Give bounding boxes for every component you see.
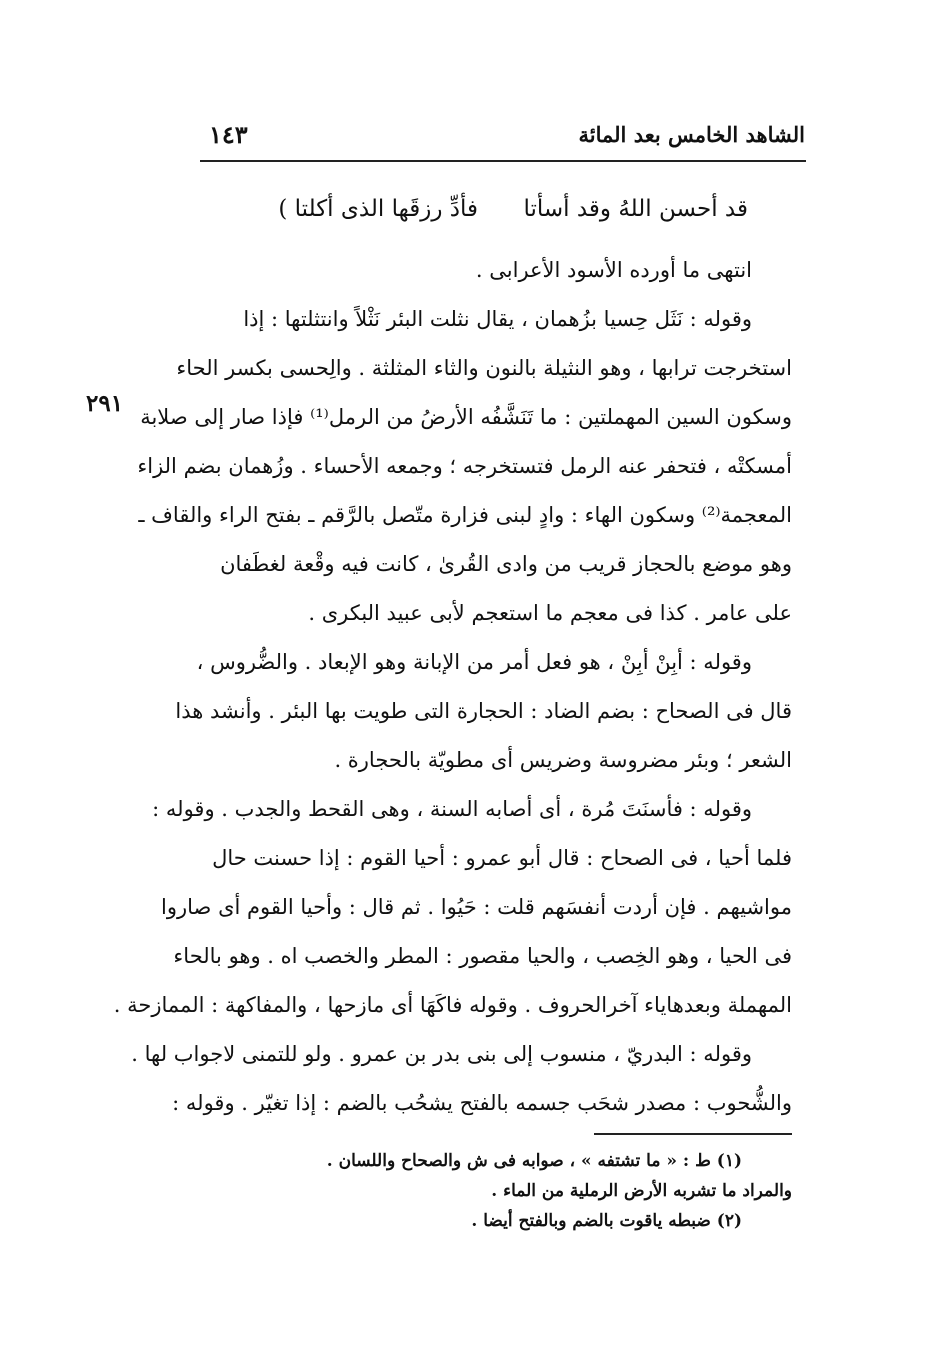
footnote-2: (٢) ضبطه ياقوت بالضم وبالفتح أيضا . <box>471 1211 742 1231</box>
text-line: قال فى الصحاح : بضم الضاد : الحجارة التى طويت بها البئر . وأنشد هذا <box>175 699 792 723</box>
text-line: المهملة وبعدهاياء آخرالحروف . وقوله فاكَهَا أى مازحها ، والمفاكهة : الممازحة . <box>113 993 792 1017</box>
running-head-title: الشاهد الخامس بعد المائة <box>578 122 805 147</box>
footnote-1: (١) ط : « ما تشتفه » ، صوابه فى ش والصحاح واللسان . <box>326 1151 742 1171</box>
text-line: مواشيهم . فإن أردت أنفسَهم قلت : حَيُوا . ثم قال : وأحيا القوم أى صاروا <box>161 895 792 919</box>
footnotes <box>190 1146 792 1236</box>
text-line: وقوله : أبِنْ أبِنْ ، هو فعل أمر من الإبانة وهو الإبعاد . والضُّروس ، <box>196 650 752 674</box>
text-line: المعجمة⁽²⁾ وسكون الهاء : وادٍ لبنى فزارة متّصل بالرَّقم ـ بفتح الراء والقاف ـ <box>138 503 792 527</box>
text-line: وهو موضع بالحجاز قريب من وادى القُرىٰ ، كانت فيه وقْعة لغطَفان <box>220 552 792 576</box>
text-line: والشُّحوب : مصدر شحَب جسمه بالفتح يشحُب بالضم : إذا تغيّر . وقوله : <box>172 1091 792 1115</box>
footnote-1-continued: والمراد ما تشربه الأرض الرملية من الماء . <box>491 1181 792 1201</box>
text-line: وقوله : فأسنَتَ مُرة ، أى أصابه السنة ، وهى القحط والجدب . وقوله : <box>152 797 752 821</box>
margin-number: ٢٩١ <box>86 390 124 417</box>
header-rule <box>200 160 806 162</box>
text-line: استخرجت ترابها ، وهو النثيلة بالنون والثاء المثلثة . والِحسى بكسر الحاء <box>176 356 792 380</box>
page-number: ١٤٣ <box>209 120 248 149</box>
text-line: فى الحيا ، وهو الخِصب ، والحيا مقصور : المطر والخصب اه . وهو بالحاء <box>173 944 792 968</box>
text-line: وسكون السين المهملتين : ما تَنَشَّفُه الأرضُ من الرمل⁽¹⁾ فإذا صار إلى صلابة <box>140 405 792 429</box>
verse-hemistich-second: فأدِّ رزقَها الذى أكلتا ) <box>278 196 478 222</box>
text-line: انتهى ما أورده الأسود الأعرابى . <box>475 258 752 282</box>
page-header <box>207 118 805 158</box>
text-line: على عامر . كذا فى معجم ما استعجم لأبى عبيد البكرى . <box>308 601 792 625</box>
text-line: وقوله : البدريّ ، منسوب إلى بنى بدر بن عمرو . ولو للتمنى لاجواب لها . <box>131 1042 752 1066</box>
footnote-rule <box>594 1133 792 1135</box>
text-line: أمسكتْه ، فتحفر عنه الرمل فتستخرجه ؛ وجمعه الأحساء . وزُهمان بضم الزاء <box>137 454 792 478</box>
main-text <box>113 246 792 1128</box>
text-line: الشعر ؛ وبئر مضروسة وضريس أى مطويّة بالحجارة . <box>334 748 792 772</box>
text-line: وقوله : نَثَل حِسيا بزُهمان ، يقال نثلت البئر نَثْلاً وانتثلتها : إذا <box>243 307 752 331</box>
text-line: فلما أحيا ، فى الصحاح : قال أبو عمرو : أحيا القوم : إذا حسنت حال <box>212 846 792 870</box>
verse-hemistich-first: قد أحسن اللهُ وقد أسأتا <box>523 196 748 222</box>
